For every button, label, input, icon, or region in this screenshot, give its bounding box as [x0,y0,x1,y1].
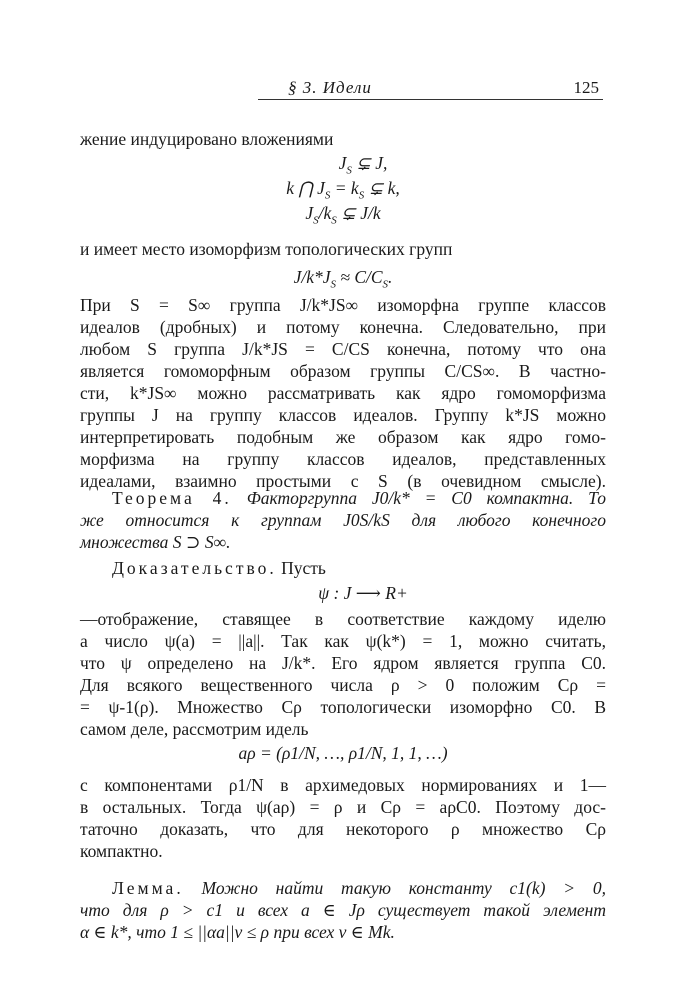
paragraph-2 [80,294,606,492]
proof-line: Доказательство. Пусть [112,558,326,578]
page-body [80,128,606,150]
para-line: самом деле, рассмотрим идель [80,719,309,739]
para-line: идеалов (дробных) и потому конечна. Следовательно, при [80,317,606,337]
para-line: Для всякого вещественного числа ρ > 0 положим Cρ = [80,675,606,695]
theorem-label: Теорема 4. [112,488,232,508]
para-line: является гомоморфным образом группы C/CS∞. В частно- [80,361,606,381]
eq-inclusion-3: $J_S/k_S$ ⊊ J/k [305,203,381,227]
para-line: —отображение, ставящее в соответствие каждому иделю [80,609,606,629]
para-line: интерпретировать подобным же образом как ядро гомо- [80,427,606,447]
eq-idele: aρ = (ρ1/N, …, ρ1/N, 1, 1, …) [238,743,448,763]
para-1: и имеет место изоморфизм топологических групп [80,239,453,259]
theorem-line-1: Теорема 4. Факторгруппа J0/k* = C0 компактна. То [112,488,607,508]
header-rule [258,99,603,100]
lemma [80,877,606,943]
para-line: любом S группа J/k*JS = C/CS конечна, потому что она [80,339,606,359]
lemma-line-1: Лемма. Можно найти такую константу c1(k) > 0, [112,878,606,898]
equation-map [80,582,606,604]
para-line: = ψ-1(ρ). Множество Cρ топологически изоморфно C0. В [80,697,606,717]
proof-label: Доказательство. [112,558,277,578]
lemma-line-3: α ∈ k*, что 1 ≤ ||αa||v ≤ ρ при всех v ∈ Mk. [80,922,395,942]
eq-inclusion-2: k ⋂ $J_S = k_S$ ⊊ k, [286,178,400,202]
lemma-label: Лемма. [112,878,184,898]
para-line: с компонентами ρ1/N в архимедовых нормированиях и 1— [80,775,606,795]
para-line: что ψ определено на J/k*. Его ядром является группа C0. [80,653,606,673]
paragraph-4 [80,774,606,862]
paragraph-1 [80,238,606,260]
eq-iso: $J/k*J_S \approx C/C_S$. [293,267,393,291]
lemma-line-2: что для ρ > c1 и всех a ∈ Jρ существует такой элемент [80,900,606,920]
theorem-line-3: множества S ⊃ S∞. [80,532,231,552]
para-line: идеалами, взаимно простыми с S (в очевидном смысле). [80,471,606,491]
equation-isomorphism [80,266,606,291]
para-line: морфизма на группу классов идеалов, представленных [80,449,606,469]
para-line: a число ψ(a) = ||a||. Так как ψ(k*) = 1, можно считать, [80,631,606,651]
para-0: жение индуцировано вложениями [80,129,334,149]
para-line: компактно. [80,841,163,861]
equation-inclusions [80,152,606,227]
section-title: § 3. Идели [288,78,372,97]
para-line: таточно доказать, что для некоторого ρ множество Cρ [80,819,606,839]
proof-heading [80,557,606,579]
para-line: в остальных. Тогда ψ(aρ) = ρ и Cρ = aρC0. Поэтому дос- [80,797,606,817]
theorem-line-2: же относится к группам J0S/kS для любого конечного [80,510,606,530]
equation-idele [80,742,606,764]
theorem-4 [80,487,606,553]
eq-inclusion-1: $J_S$ ⊊ J, [338,153,388,177]
running-header [258,78,603,100]
para-line: группы J на группу классов идеалов. Группу k*JS можно [80,405,606,425]
eq-map: ψ : J ⟶ R+ [318,583,408,603]
para-line: сти, k*JS∞ можно рассматривать как ядро гомоморфизма [80,383,606,403]
para-line: При S = S∞ группа J/k*JS∞ изоморфна группе классов [80,295,606,315]
paragraph-3 [80,608,606,740]
page-number: 125 [573,78,599,97]
